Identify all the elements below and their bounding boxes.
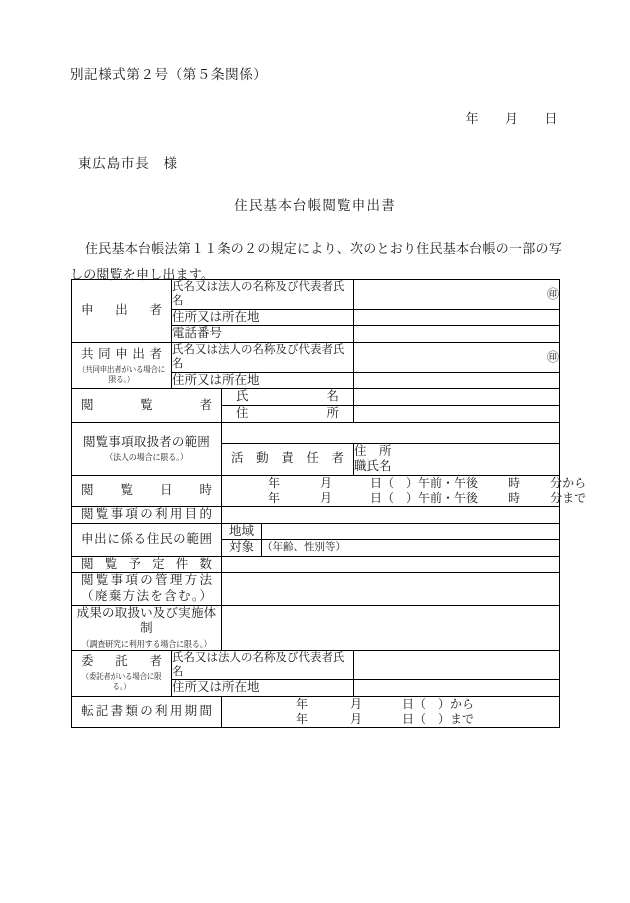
lead-text: 住民基本台帳法第１１条の２の規定により、次のとおり住民基本台帳の一部の写しの閲覧を申し出ます。 (70, 241, 562, 282)
field-label-resident-area: 地域 (222, 523, 262, 540)
application-form-table (71, 279, 587, 728)
row-label-viewer: 閲覧者 (72, 389, 222, 422)
field-label-viewer-address: 住所 (222, 406, 354, 423)
field-label-applicant-address: 住所又は所在地 (172, 309, 354, 326)
dt2-year: 年 (268, 490, 281, 505)
field-value-expected-count[interactable] (222, 556, 560, 573)
field-value-transcript-period[interactable] (222, 696, 560, 727)
table-row (72, 605, 560, 650)
table-row (72, 280, 560, 310)
field-label-applicant-phone: 電話番号 (172, 326, 354, 343)
row-label-viewing-datetime: 閲覧日時 (72, 475, 222, 506)
row-note-entruster: （委託者がいる場合に限る。） (81, 672, 162, 691)
row-label-resident-scope: 申出に係る住民の範囲 (72, 523, 222, 556)
field-value-purpose[interactable] (222, 506, 560, 523)
addressee-name: 東広島市長 (78, 156, 150, 171)
field-label-viewer-name: 氏名 (222, 389, 354, 406)
date-day: 日 (544, 111, 558, 126)
field-value-applicant-name[interactable] (354, 280, 560, 310)
tp2-month: 月 (350, 711, 363, 726)
field-value-resident-area[interactable] (262, 523, 560, 540)
field-value-viewing-datetime[interactable] (222, 475, 587, 506)
field-label-applicant-name: 氏名又は法人の名称及び代表者氏名 (172, 280, 354, 310)
row-label-applicant: 申出者 (72, 280, 172, 343)
dt2-month: 月 (320, 490, 333, 505)
dt1-hour: 時 (508, 475, 521, 490)
tp2-day: 日（ ）まで (402, 711, 475, 726)
tp1-month: 月 (350, 696, 363, 711)
field-value-joint-name[interactable] (354, 343, 560, 373)
row-label-management-method: 閲覧事項の管理方法 （廃棄方法を含む。） (72, 573, 222, 605)
field-label-resident-target: 対象 (222, 540, 262, 557)
field-value-applicant-phone[interactable] (354, 326, 560, 343)
dt1-day: 日（ ） (370, 475, 419, 490)
row-label-purpose: 閲覧事項の利用目的 (72, 506, 222, 523)
seal-icon: ㊞ (546, 286, 559, 301)
table-row (72, 506, 560, 523)
field-label-responsible-person: 活動責任者 (222, 443, 354, 475)
field-value-management-method[interactable] (222, 573, 560, 605)
field-label-entruster-name: 氏名又は法人の名称及び代表者氏名 (172, 650, 354, 680)
row-label-transcript-period: 転記書類の利用期間 (72, 696, 222, 727)
field-value-handler-scope-blank[interactable] (222, 422, 560, 443)
row-note-results-handling: （調査研究に利用する場合に限る。） (81, 638, 212, 649)
tp1-year: 年 (296, 696, 309, 711)
seal-icon: ㊞ (546, 349, 559, 364)
field-label-joint-name: 氏名又は法人の名称及び代表者氏名 (172, 343, 354, 373)
field-label-entruster-address: 住所又は所在地 (172, 680, 354, 697)
row-label-joint-applicant: 共同申出者 （共同申出者がいる場合に限る。） (72, 343, 172, 389)
table-row (72, 523, 560, 540)
dt2-minute: 分まで (550, 490, 587, 505)
dt1-month: 月 (320, 475, 333, 490)
table-row (72, 389, 560, 406)
dt2-hour: 時 (508, 490, 521, 505)
table-row (72, 573, 560, 605)
table-row (72, 343, 560, 373)
date-month: 月 (504, 111, 519, 126)
row-note-joint-applicant: （共同申出者がいる場合に限る。） (77, 364, 166, 384)
row-label-results-handling: 成果の取扱い及び実施体制 （調査研究に利用する場合に限る。） (72, 605, 222, 650)
row-label-expected-count: 閲覧予定件数 (72, 556, 222, 573)
dt2-ampm: 午前・午後 (418, 490, 479, 505)
row-note-handler-scope: （法人の場合に限る。） (105, 452, 188, 463)
date-year: 年 (465, 111, 479, 126)
field-value-results-handling[interactable] (222, 605, 560, 650)
form-number: 別記様式第２号（第５条関係） (70, 67, 268, 82)
tp1-day: 日（ ）から (402, 696, 475, 711)
field-value-entruster-name[interactable] (354, 650, 560, 680)
table-row (72, 475, 560, 506)
field-value-joint-address[interactable] (354, 372, 560, 389)
dt1-minute: 分から (550, 475, 587, 490)
field-value-responsible-person[interactable] (354, 443, 560, 475)
field-value-viewer-address[interactable] (354, 406, 560, 423)
dt2-day: 日（ ） (370, 490, 419, 505)
responsible-address-label: 住 所 (354, 443, 392, 458)
field-label-joint-address: 住所又は所在地 (172, 372, 354, 389)
table-row (72, 650, 560, 680)
row-label-entruster: 委託者 （委託者がいる場合に限る。） (72, 650, 172, 696)
table-row (72, 422, 560, 443)
dt1-year: 年 (268, 475, 281, 490)
dt1-ampm: 午前・午後 (418, 475, 479, 490)
page-title: 住民基本台帳閲覧申出書 (234, 198, 396, 213)
addressee (78, 152, 178, 172)
responsible-title-name-label: 職氏名 (354, 459, 392, 474)
field-value-applicant-address[interactable] (354, 309, 560, 326)
field-value-viewer-name[interactable] (354, 389, 560, 406)
row-label-handler-scope: 閲覧事項取扱者の範囲 （法人の場合に限る。） (72, 422, 222, 475)
field-value-entruster-address[interactable] (354, 680, 560, 697)
table-row (72, 696, 560, 727)
field-value-resident-target[interactable]: （年齢、性別等） (262, 540, 560, 557)
table-row (72, 556, 560, 573)
tp2-year: 年 (296, 711, 309, 726)
date-line (0, 108, 630, 127)
addressee-honorific: 様 (163, 156, 178, 171)
